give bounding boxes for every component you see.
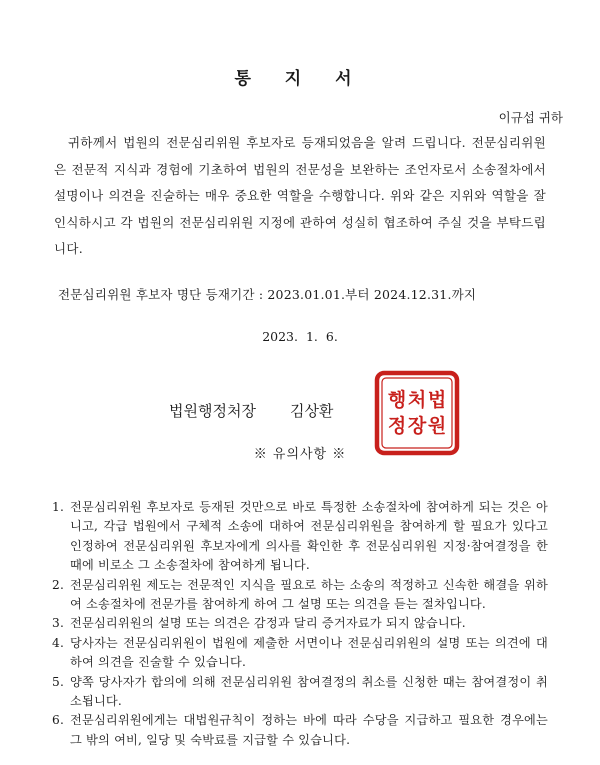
notice-body: 귀하께서 법원의 전문심리위원 후보자로 등재되었음을 알려 드립니다. 전문심리위원은 전문적 지식과 경험에 기초하여 법원의 전문성을 보완하는 조언자로서 소송절차에서 설명이나 의견을 진술하는 매우 중요한 역할을 수행합니다. 위와 같은 지위와 역할을 잘 인식하시고 각 법원의 전문심리위원 지정에 관하여 성실히 협조하여 주실 것을 부탁드립니다. (54, 135, 546, 256)
note-text: 전문심리위원의 설명 또는 의견은 감정과 달리 증거자료가 되지 않습니다. (70, 616, 466, 631)
note-number: 4. (52, 635, 65, 650)
notes-list (52, 498, 548, 750)
svg-text:행: 행 (387, 389, 407, 411)
note-number: 3. (52, 616, 65, 631)
note-item (52, 498, 548, 576)
note-item (52, 673, 548, 712)
note-text: 전문심리위원 후보자로 등재된 것만으로 바로 특정한 소송절차에 참여하게 되는 것은 아니고, 각급 법원에서 구체적 소송에 대하여 전문심리위원을 참여하게 할 필요가 있다고 인정하여 전문심리위원 후보자에게 의사를 확인한 후 전문심리위원 지정·참여결정을 한 때에 비로소 그 소송절차에 참여하게 됩니다. (70, 500, 548, 573)
note-item (52, 711, 548, 750)
document-title: 통 지 서 (234, 69, 366, 89)
svg-text:법: 법 (427, 389, 447, 411)
sender-title: 법원행정처장 (169, 402, 256, 420)
note-number: 6. (52, 713, 65, 728)
note-number: 1. (52, 500, 65, 514)
note-number: 5. (52, 674, 65, 689)
registration-period: 전문심리위원 후보자 명단 등재기간 : 2023.01.01.부터 2024.12.31.까지 (58, 287, 477, 302)
svg-text:장: 장 (407, 415, 427, 437)
note-item (52, 614, 548, 633)
note-text: 당사자는 전문심리위원이 법원에 제출한 서면이나 전문심리위원의 설명 또는 의견에 대하여 의견을 진술할 수 있습니다. (70, 635, 548, 670)
note-text: 전문심리위원에게는 대법원규칙이 정하는 바에 따라 수당을 지급하고 필요한 경우에는 그 밖의 여비, 일당 및 숙박료를 지급할 수 있습니다. (70, 713, 548, 747)
svg-text:정: 정 (387, 415, 407, 437)
note-text: 전문심리위원 제도는 전문적인 지식을 필요로 하는 소송의 적정하고 신속한 해결을 위하여 소송절차에 전문가를 참여하게 하여 그 설명 또는 의견을 듣는 절차입니다. (70, 577, 548, 612)
note-item (52, 634, 548, 673)
svg-text:원: 원 (427, 415, 447, 437)
notes-heading: ※ 유의사항 ※ (253, 447, 347, 462)
recipient: 이규섭 귀하 (498, 110, 563, 125)
sender (169, 400, 333, 421)
issue-date: 2023. 1. 6. (262, 329, 338, 344)
note-number: 2. (52, 577, 65, 592)
note-item (52, 576, 548, 615)
svg-text:처: 처 (407, 389, 427, 411)
sender-name: 김상환 (289, 402, 334, 420)
note-text: 양쪽 당사자가 합의에 의해 전문심리위원 참여결정의 취소를 신청한 때는 참여결정이 취소됩니다. (70, 674, 548, 709)
